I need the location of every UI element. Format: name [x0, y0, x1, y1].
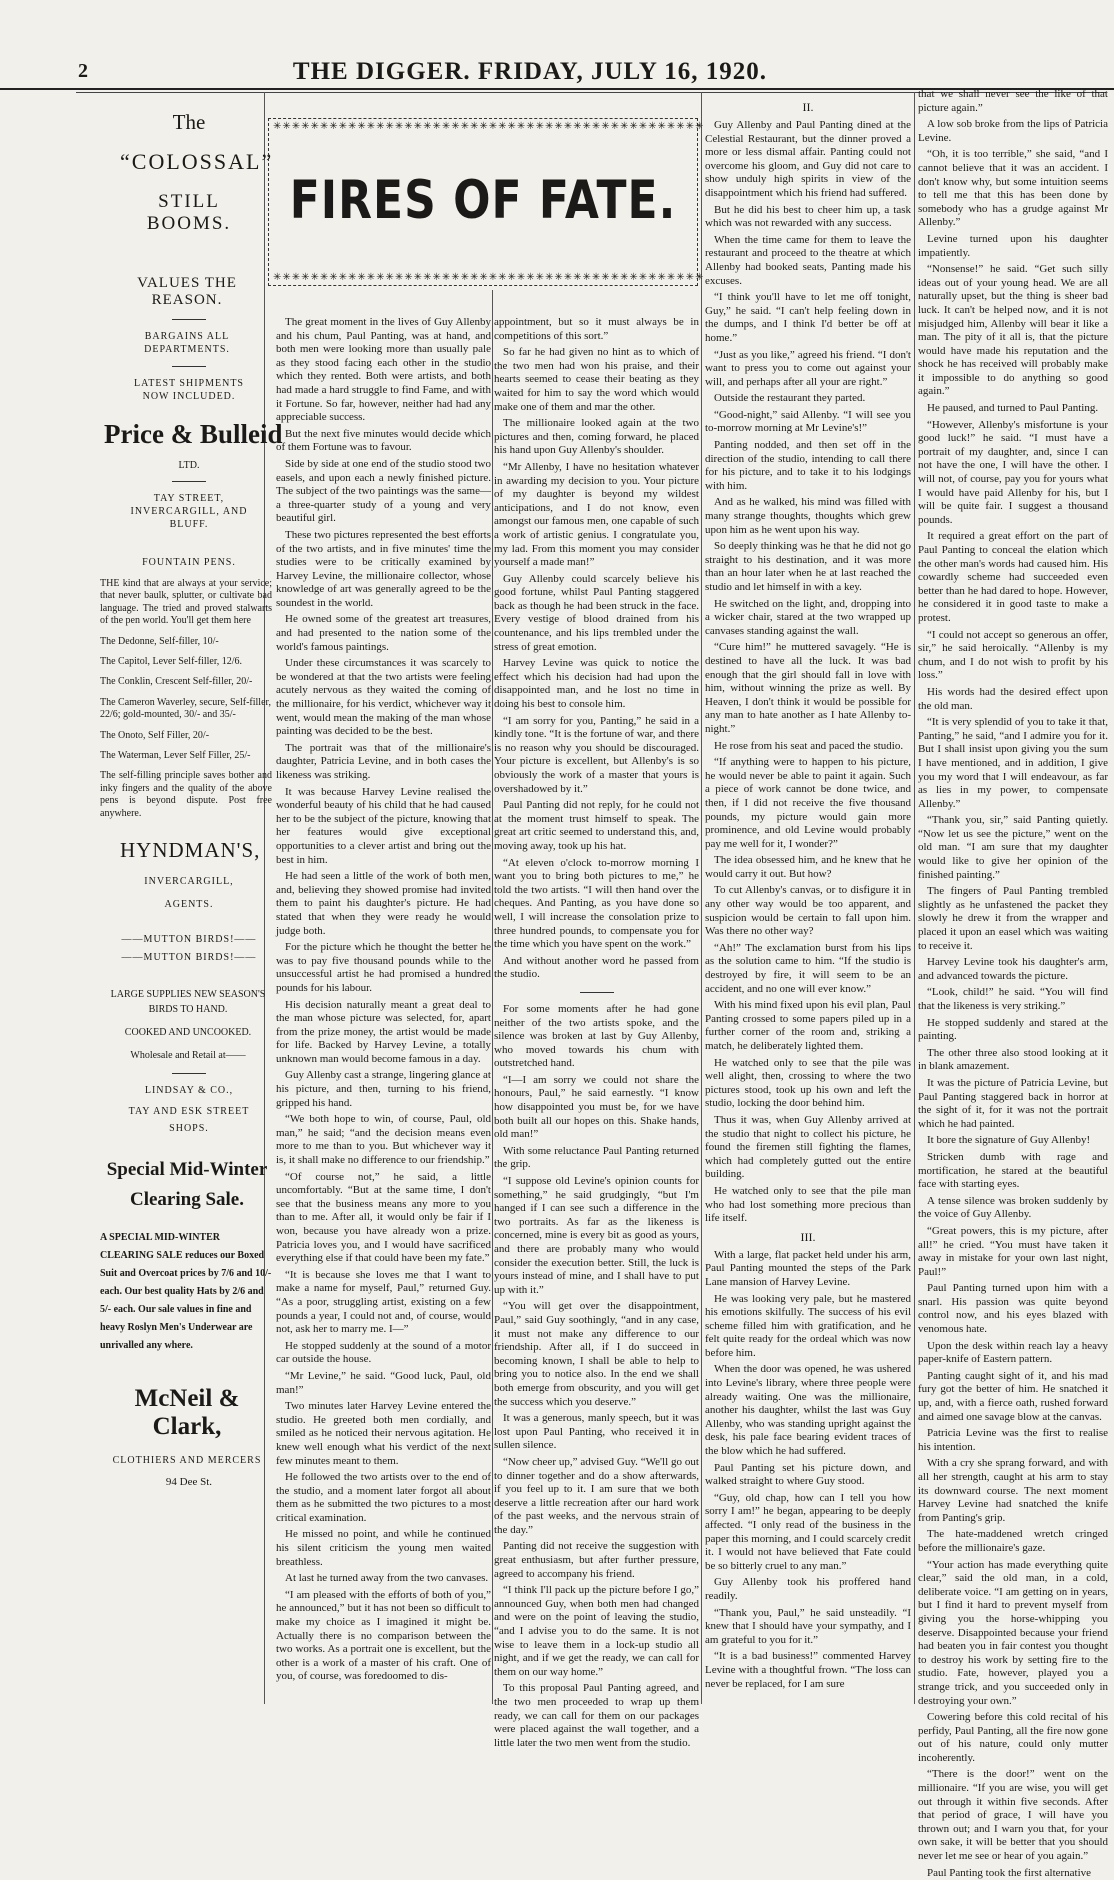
pen-item: The Waterman, Lever Self Filler, 25/-	[100, 750, 251, 762]
story-paragraph: He followed the two artists over to the end of the studio, and a moment later forgot all about them as he submitted the two pictures to a most critical examination.	[276, 1471, 491, 1524]
story-paragraph: A tense silence was broken suddenly by the voice of Guy Allenby.	[918, 1194, 1108, 1221]
story-paragraph: He switched on the light, and, dropping into a wicker chair, stared at the two wrapped up canvases standing against the wall.	[705, 597, 911, 637]
story-paragraph: Panting nodded, and then set off in the direction of the studio, intending to call there for his picture, and to take it to his lodgings with him.	[705, 439, 911, 492]
story-paragraph: So far he had given no hint as to which of the two men had won his praise, and their hearts seemed to cease their beating as they waited for him to say the word which would make one of them and mar the other.	[494, 346, 699, 413]
story-paragraph: “Look, child!” he said. “You will find that the likeness is very striking.”	[918, 986, 1108, 1012]
story-paragraph: “Oh, it is too terrible,” she said, “and I cannot believe that it was an accident. I don't know why, but some intuition seems to tell me that this has been done by somebody who has a grudge against Mr Allenby.”	[918, 148, 1108, 229]
story-paragraph: Thus it was, when Guy Allenby arrived at the studio that night to collect his picture, he found the firemen still fighting the flames, which had completely gutted out the entire building.	[705, 1113, 911, 1181]
story-paragraph: “Cure him!” he muttered savagely. “He is destined to have all the luck. It was bad enough that the girl should fall in love with him, without winning the prize as well. By Heaven, I don't think it would be possible for any man to hate another as I hate Allenby to-night.”	[705, 641, 911, 735]
story-paragraph: It was the picture of Patricia Levine, but Paul Panting staggered back in horror at the sight of it, for it was not the portrait which he had painted.	[918, 1076, 1108, 1130]
story-paragraph: Paul Panting set his picture down, and walked straight to where Guy stood.	[705, 1461, 911, 1488]
story-paragraph: He missed no point, and while he continued his silent criticism the young men waited breathless.	[276, 1528, 491, 1568]
story-paragraph: When the door was opened, he was ushered into Levine's library, where three people were already waiting. One was the millionaire, another his daughter, whilst the last was Guy Allenby, who was standing upright against the desk, his pale face bearing evident traces of the blow which he had suffered.	[705, 1363, 911, 1458]
story-paragraph: “It is very splendid of you to take it that, Panting,” he said, “and I admire you for it. But I shall insist upon giving you the sum I have mentioned, and in addition, I give you my word that I will endeavour, as far as lies in my power, to compensate Allenby.”	[918, 716, 1108, 810]
story-paragraph: The millionaire looked again at the two pictures and then, coming forward, he placed his hand upon Guy Allenby's shoulder.	[494, 417, 699, 457]
story-paragraph: He paused, and turned to Paul Panting.	[927, 402, 1099, 415]
story-paragraph: Stricken dumb with rage and mortification, he stared at the beautiful face with starting eyes.	[918, 1150, 1108, 1191]
ad-values-reason: VALUES THE REASON.	[137, 275, 237, 308]
story-paragraph: “Good-night,” said Allenby. “I will see you to-morrow morning at Mr Levine's!”	[705, 408, 911, 435]
story-paragraph: Paul Panting turned upon him with a snarl. His passion was quite beyond control now, and his eyes blazed with venomous hate.	[918, 1282, 1108, 1336]
story-paragraph: “Thank you, Paul,” he said unsteadily. “I knew that I should have your sympathy, and I am grateful to you for it.”	[705, 1606, 911, 1646]
story-paragraph: “Thank you, sir,” said Panting quietly. “Now let us see the picture,” went on the old man. “I am sure that my daughter would like to give her opinion of the finished painting.”	[918, 814, 1108, 881]
divider	[580, 992, 614, 993]
section-heading: III.	[800, 1229, 816, 1244]
divider	[172, 366, 206, 367]
divider	[172, 1073, 206, 1074]
story-paragraph: “I could not accept so generous an offer, sir,” he said heroically. “Allenby is my chum, and I do not wish to profit by his loss.”	[918, 628, 1108, 682]
story-paragraph: “Nonsense!” he said. “Get such silly ideas out of your young head. We are all naturally upset, but the thing is sheer bad luck. It can't be helped now, and it is not misjudged him, Allenby will bear it like a man. The pity of it all is, that the picture would have made his reputation and the shock he has received will probably make it impossible to do anything so good again.”	[918, 263, 1108, 398]
pen-item: The Cameron Waverley, secure, Self-filler, 22/6; gold-mounted, 30/- and 35/-	[100, 696, 271, 721]
story-paragraph: “There is the door!” went on the millionaire. “If you are wise, you will get out through it within five seconds. After that period of grace, I will have you thrown out; and I warn you that, for your own sake, it will be better that you should never let me see or hear of you again.”	[918, 1768, 1108, 1863]
story-paragraph: The idea obsessed him, and he knew that he would carry it out. But how?	[705, 854, 911, 880]
story-column-1	[276, 316, 491, 1706]
story-paragraph: “It is because she loves me that I want to make a name for myself, Paul,” returned Guy. “As a poor, struggling artist, existing on a few pounds a year, I could not and, of course, would not, ask her to marry me. I—”	[276, 1268, 491, 1336]
story-paragraph: “I suppose old Levine's opinion counts for something,” he said grudgingly, “but I'm hanged if I can see such a difference in the two portraits. As far as the likeness is concerned, mine is every bit as good as yours, and there are probably many who would consider the execution better. Still, the luck is yours instead of mine, and I shall have to put up with it.”	[494, 1175, 699, 1296]
ad-clearing-text: A SPECIAL MID-WINTER CLEARING SALE reduces our Boxed Suit and Overcoat prices by 7/6 and 10/- each. Our best quality Hats by 2/6 and 5/- each. Our sale values in fine and heavy Roslyn Men's Underwear are unrivalled any where.	[100, 1232, 272, 1352]
pen-item: The Capitol, Lever Self-filler, 12/6.	[100, 656, 243, 668]
story-paragraph: appointment, but so it must always be in competitions of this sort.”	[494, 316, 699, 342]
story-paragraph: Cowering before this cold recital of his perfidy, Paul Panting, all the fire now gone out of his nature, could only mutter incoherently.	[918, 1711, 1108, 1764]
story-paragraph: “I am pleased with the efforts of both of you,” he announced,” but it has not been so difficult to make my choice as I imagined it might be. Actually there is no comparison between the two works. As a portrait one is excellent, but the other is a work of a master of his craft. One of you, of course, was foredoomed to dis-	[276, 1588, 491, 1683]
story-paragraph: that we shall never see the like of that picture again.”	[918, 88, 1108, 114]
story-title-banner	[268, 118, 705, 286]
story-title: FIRES OF FATE.	[289, 169, 677, 232]
story-paragraph: Upon the desk within reach lay a heavy paper-knife of Eastern pattern.	[918, 1339, 1108, 1366]
story-paragraph: Panting did not receive the suggestion with great enthusiasm, but after further pressure, agreed to accompany his friend.	[494, 1540, 699, 1580]
story-paragraph: It bore the signature of Guy Allenby!	[927, 1134, 1091, 1147]
story-paragraph: He stopped suddenly at the sound of a motor car outside the house.	[276, 1339, 491, 1366]
story-paragraph: With a cry she sprang forward, and with all her strength, caught at his arm to stay its downward course. The next moment Harvey Levine had snatched the knife from Panting's grip.	[918, 1457, 1108, 1524]
star-border: ✳✳✳✳✳✳✳✳✳✳✳✳✳✳✳✳✳✳✳✳✳✳✳✳✳✳✳✳✳✳✳✳✳✳✳✳✳✳✳✳✳✳✳✳✳✳	[273, 121, 705, 132]
story-paragraph: “Guy, old chap, how can I tell you how sorry I am!” he began, appearing to be deeply affected. “I only read of the business in the paper this morning, and I could scarcely credit it. I would not have believed that Fate could be so bitterly cruel to any man.”	[705, 1491, 911, 1572]
story-paragraph: “I—I am sorry we could not share the honours, Paul,” he said earnestly. “I know how disappointed you must be, for we have both built all our hopes on this. Shake hands, old man!”	[494, 1073, 699, 1141]
star-border: ✳✳✳✳✳✳✳✳✳✳✳✳✳✳✳✳✳✳✳✳✳✳✳✳✳✳✳✳✳✳✳✳✳✳✳✳✳✳✳✳✳✳✳✳✳✳	[273, 272, 705, 283]
pen-item: The Conklin, Crescent Self-filler, 20/-	[100, 676, 253, 688]
story-paragraph: It was a generous, manly speech, but it was lost upon Paul Panting, who received it in sullen silence.	[494, 1412, 699, 1452]
story-paragraph: And without another word he passed from the studio.	[494, 954, 699, 981]
pen-item: The Dedonne, Self-filler, 10/-	[100, 635, 219, 647]
story-paragraph: With his mind fixed upon his evil plan, Paul Panting crossed to some papers piled up in a further corner of the room and, striking a match, he deliberately lighted them.	[705, 999, 911, 1052]
column-rule	[492, 290, 493, 1704]
story-paragraph: The fingers of Paul Panting trembled slightly as he unfastened the packet they slowly he drew it from the wrapper and placed it upon an easel which was waiting to receive it.	[918, 885, 1108, 952]
story-paragraph: “Now cheer up,” advised Guy. “We'll go out to dinner together and do a show afterwards, if you feel up to it. I am sure that we both deserve a little recreation after our hard work of the past weeks, and the nervous strain of the day.”	[494, 1455, 699, 1536]
ad-fountain-footer: The self-filling principle saves bother and inky fingers and the quality of the above pens is beyond dispute. Post free anywhere.	[100, 770, 272, 819]
story-paragraph: He watched only to see that the pile man who had lost something more precious than life itself.	[705, 1184, 911, 1225]
story-paragraph: A low sob broke from the lips of Patricia Levine.	[918, 118, 1108, 144]
ad-wholesale: Wholesale and Retail at——	[130, 1050, 246, 1062]
story-column-4	[918, 88, 1108, 1879]
ad-mutton-birds	[120, 931, 258, 967]
story-paragraph: The hate-maddened wretch cringed before the millionaire's gaze.	[918, 1528, 1108, 1554]
story-paragraph: He was looking very pale, but he mastered his emotions skilfully. The success of his evil scheme filled him with gratification, and he felt quite ready for the ordeal which was now before him.	[705, 1292, 911, 1359]
story-paragraph: “I am sorry for you, Panting,” he said in a kindly tone. “It is the fortune of war, and there is no reason why you should be discouraged. Your picture is excellent, but Allenby's is so obviously the work of a master that yours is overshadowed by it.”	[494, 714, 699, 795]
masthead	[0, 58, 1114, 90]
story-paragraph: Patricia Levine was the first to realise his intention.	[918, 1427, 1108, 1453]
story-paragraph: His decision naturally meant a great deal to the man whose picture was selected, for, apart from the prize money, the artist would be made for life. Backed by Harvey Levine, a totally unknown man would become famous in a day.	[276, 998, 491, 1065]
story-paragraph: And as he walked, his mind was filled with many strange thoughts, thoughts which grew upon him as he went upon his way.	[705, 496, 911, 536]
story-paragraph: “Great powers, this is my picture, after all!” he cried. “You must have taken it away in mistake for your own last night, Paul!”	[918, 1224, 1108, 1278]
newspaper-title: THE DIGGER. FRIDAY, JULY 16, 1920.	[292, 58, 768, 85]
story-paragraph: Harvey Levine took his daughter's arm, and advanced towards the picture.	[918, 956, 1108, 982]
story-paragraph: “I think you'll have to let me off tonight, Guy,” he said. “I can't help feeling down in the dumps, and I think I'd better be off at home.”	[705, 291, 911, 344]
story-paragraph: Under these circumstances it was scarcely to be wondered at that the two artists were feeling acutely nervous as they waited the coming of the millionaire, for his verdict, whichever way it went, would mean the making of the man whose painting was decided to be the best.	[276, 657, 491, 738]
ad-clearing-sale: Clearing Sale.	[130, 1189, 244, 1211]
story-paragraph: These two pictures represented the best efforts of the two artists, and in five minutes' time the studies were to be critically examined by Harvey Levine, the millionaire collector, whose knowledge of art was generally agreed to be the soundest in the world.	[276, 528, 491, 609]
ad-mcneil-clark: McNeil & Clark,	[134, 1385, 240, 1441]
story-paragraph: So deeply thinking was he that he did not go straight to his destination, and it was more than an hour later when he at last reached the studio and let himself in with a key.	[705, 540, 911, 593]
story-paragraph: Guy Allenby could scarcely believe his good fortune, whilst Paul Panting staggered back as though he had been struck in the face. Every vestige of blood drained from his countenance, and his lips trembled under the stress of great emotion.	[494, 572, 699, 653]
story-paragraph: “We both hope to win, of course, Paul, old man,” he said; “and the decision means even more to me than to you. But whichever way it is, it shall make no difference to our friendship.”	[276, 1113, 491, 1167]
story-column-3	[705, 96, 911, 1706]
ad-clothiers: CLOTHIERS AND MERCERS	[112, 1455, 262, 1467]
story-paragraph: Guy Allenby cast a strange, lingering glance at his picture, and then, turning to his friend, gripped his hand.	[276, 1069, 491, 1109]
ad-fountain-pens-body	[100, 578, 272, 820]
story-paragraph: With a large, flat packet held under his arm, Paul Panting mounted the steps of the Park Lane mansion of Harvey Levine.	[705, 1248, 911, 1288]
story-paragraph: Paul Panting took the first alternative	[927, 1866, 1092, 1879]
ad-hyndman-agents: AGENTS.	[164, 899, 214, 911]
ad-hyndman-town: INVERCARGILL,	[144, 876, 234, 888]
ad-still-booms: STILL BOOMS.	[146, 191, 232, 234]
story-paragraph: “However, Allenby's misfortune is your good luck!” he said. “I must have a portrait of my daughter, and, since I can not have the one, I will have the other. I will not, of course, pay you for yours what I would have paid Allenby for his, but I will be quite fair. I suggest a thousand pounds.	[918, 418, 1108, 526]
story-paragraph: For the picture which he thought the better he was to pay five thousand pounds while to the unsuccessful artist he had promised a hundred pounds for his labour.	[276, 941, 491, 994]
story-paragraph: “Your action has made everything quite clear,” said the old man, in a cold, deliberate voice. “I am getting on in years, but I find it hard to prevent myself from giving you the horse-whipping you deserve. Disappointed because your friend had beaten you in fair contest you thought to destroy his work by setting fire to the studio. Fate, however, played you a strange trick, and you succeeded only in destroying your own.”	[918, 1558, 1108, 1707]
story-paragraph: But the next five minutes would decide which of them Fortune was to favour.	[276, 427, 491, 454]
column-rule	[914, 92, 915, 1704]
story-paragraph: But he did his best to cheer him up, a task which was not rewarded with any success.	[705, 203, 911, 230]
ad-hyndman: HYNDMAN'S,	[120, 838, 261, 863]
story-paragraph: Panting caught sight of it, and his mad fury got the better of him. He snatched it up, and, with a fierce oath, rushed forward and aimed one savage blow at the canvas.	[918, 1369, 1108, 1423]
page-number: 2	[78, 60, 88, 82]
story-paragraph: “Mr Levine,” he said. “Good luck, Paul, old man!”	[276, 1369, 491, 1396]
ad-cooked: COOKED AND UNCOOKED.	[124, 1027, 252, 1039]
story-paragraph: “Ah!” The exclamation burst from his lips as the solution came to him. “If the studio is destroyed by fire, it will seem to be an accident, and no one will ever know.”	[705, 941, 911, 995]
story-paragraph: Paul Panting did not reply, for he could not at the moment trust himself to speak. The great art critic seemed to understand this, and, moving away, took up his hat.	[494, 799, 699, 852]
story-paragraph: Side by side at one end of the studio stood two easels, and upon each a newly finished picture. The subject of the two paintings was the same—a three-quarter study of a young and very beautiful girl.	[276, 457, 491, 525]
ad-mutton-line: ——MUTTON BIRDS!——	[121, 952, 257, 964]
story-paragraph: For some moments after he had gone neither of the two artists spoke, and the silence was broken at last by Guy Allenby, who moved towards his chum with outstretched hand.	[494, 1002, 699, 1070]
advertisement-column	[100, 96, 283, 1704]
story-paragraph: The other three also stood looking at it in blank amazement.	[918, 1046, 1108, 1073]
story-paragraph: He stopped suddenly and stared at the painting.	[918, 1016, 1108, 1043]
story-paragraph: He had seen a little of the work of both men, and, believing they showed promise had invited them to paint his daughter's picture. He had stated that when they were ready he would judge both.	[276, 870, 491, 937]
story-paragraph: Harvey Levine was quick to notice the effect which his decision had had upon the disappointed man, and he lost no time in doing his best to console him.	[494, 657, 699, 711]
story-paragraph: He owned some of the greatest art treasures, and had presented to the nation some of the world's famous paintings.	[276, 613, 491, 653]
story-paragraph: To this proposal Paul Panting agreed, and the two men proceeded to wrap up them ready, we can call for them on our packages were placed against the wall together, and a little later the two men went from the studio.	[494, 1682, 699, 1749]
story-paragraph: “It is a bad business!” commented Harvey Levine with a thoughtful frown. “The loss can never be replaced, for I am sure	[705, 1650, 911, 1690]
story-column-2	[494, 316, 699, 1749]
ad-special-sale	[100, 1155, 274, 1215]
section-heading: II.	[802, 100, 814, 114]
story-paragraph: “If anything were to happen to his picture, he would never be able to paint it again. Such a piece of work cannot be done twice, and then, if I did not receive the five thousand pounds, my picture would gain more prominence, and old Levine would probably pay me well for it, I wonder?”	[705, 756, 911, 850]
story-paragraph: With some reluctance Paul Panting returned the grip.	[494, 1144, 699, 1171]
ad-special-midwinter: Special Mid-Winter	[106, 1159, 268, 1181]
story-paragraph: “Mr Allenby, I have no hesitation whatever in awarding my decision to you. Your picture of my daughter is beyond my wildest anticipations, and I do not know, even amongst our famous men, one capable of such a work of artistic genius. I congratulate you, my lad. From this moment you may consider yourself a made man!”	[494, 460, 699, 569]
ad-lindsay: LINDSAY & CO.,	[144, 1085, 234, 1097]
ad-mcneil-address: 94 Dee St.	[165, 1476, 213, 1489]
ad-colossal: “COLOSSAL”	[120, 149, 274, 174]
story-paragraph: Two minutes later Harvey Levine entered the studio. He greeted both men cordially, and smiled as he noticed their nervous agitation. He knew well enough what his verdict of the next few minutes meant to them.	[276, 1400, 491, 1467]
ad-bargains: BARGAINS ALL DEPARTMENTS.	[144, 331, 230, 355]
ad-ltd: LTD.	[178, 460, 200, 471]
story-paragraph: Outside the restaurant they parted.	[714, 392, 866, 405]
story-paragraph: To cut Allenby's canvas, or to disfigure it in any other way would be too apparent, and suspicion would be certain to fall upon him. Was there no other way?	[705, 884, 911, 938]
ad-the: The	[172, 110, 206, 134]
story-paragraph: The portrait was that of the millionaire's daughter, Patricia Levine, and in both cases the likeness was striking.	[276, 741, 491, 781]
ad-address: TAY STREET, INVERCARGILL, AND BLUFF.	[130, 493, 248, 530]
ad-large-supplies	[104, 987, 272, 1063]
ad-mutton-line: ——MUTTON BIRDS!——	[121, 934, 257, 946]
story-paragraph: The great moment in the lives of Guy Allenby and his chum, Paul Panting, was at hand, and both men were looking more than usually pale as they stood facing each other in the studio which they rented. Both were artists, and both had made a hard struggle to find Fame, and with it Fortune. So far, however, neither had had any appreciable success.	[276, 316, 491, 424]
pen-item: The Onoto, Self Filler, 20/-	[100, 729, 210, 741]
story-paragraph: Guy Allenby took his proffered hand readily.	[705, 1576, 911, 1602]
column-rule	[701, 92, 702, 1704]
ad-fountain-text: THE kind that are always at your service; that never baulk, splutter, or cultivate bad language. The tried and proved stalwarts of the pen world. You'll get them here	[100, 578, 272, 627]
story-paragraph: “Just as you like,” agreed his friend. “I don't want to press you to come out against your will, and perhaps after all your are right.”	[705, 348, 911, 388]
story-paragraph: When the time came for them to leave the restaurant and proceed to the theatre at which Allenby had booked seats, Panting made his excuses.	[705, 233, 911, 287]
story-paragraph: He watched only to see that the pile was well alight, then, crossing to where the two pictures stood, took up his own and left the studio, locking the door behind him.	[705, 1056, 911, 1110]
divider	[172, 481, 206, 482]
story-paragraph: Guy Allenby and Paul Panting dined at the Celestial Restaurant, but the dinner proved a more or less dismal affair. Panting could not overcome his gloom, and Guy did not care to show unduly high spirits in view of the disappointment which his friend had suffered.	[705, 119, 911, 199]
story-paragraph: At last he turned away from the two canvases.	[285, 1572, 489, 1585]
story-paragraph: “Of course not,” he said, a little uncomfortably. “But at the same time, I don't see that the business means any more to you than to me. After all, it would only be fair if I won, because you have already won a prize. Patricia loves you, and I would have sacrificed everything else if that could have been my fate.”	[276, 1170, 491, 1265]
story-paragraph: “At eleven o'clock to-morrow morning I want you to bring both pictures to me,” he told the two artists. “I will then hand over the cheques. And Panting, as you have done so well, I will increase the consolation prize to three hundred pounds, to compensate you for the time which you have spent on the work.”	[494, 856, 699, 951]
story-paragraph: He rose from his seat and paced the studio.	[714, 739, 904, 752]
story-paragraph: Levine turned upon his daughter impatiently.	[918, 232, 1108, 259]
divider	[172, 319, 206, 320]
story-paragraph: His words had the desired effect upon the old man.	[918, 685, 1108, 712]
ad-fountain-pens-heading: FOUNTAIN PENS.	[142, 557, 236, 568]
ad-large-supplies-text: LARGE SUPPLIES NEW SEASON'S BIRDS TO HAND.	[110, 989, 266, 1016]
ad-price-bulleid: Price & Bulleid	[104, 419, 283, 449]
ad-latest-shipments: LATEST SHIPMENTS NOW INCLUDED.	[134, 378, 244, 402]
story-paragraph: “You will get over the disappointment, Paul,” said Guy soothingly, “and in any case, it must not make any difference to our friendship. After all, if I do succeed in becoming known, I shall be able to help to bring you to notice also. In the end we shall both emerge from obscurity, and you will get the success which you deserve.”	[494, 1300, 699, 1408]
story-paragraph: It was because Harvey Levine realised the wonderful beauty of his child that he had caused her to be the subject of the picture, knowing that her features would give exceptional opportunities to a clever artist and bring out the best in him.	[276, 785, 491, 866]
story-paragraph: “I think I'll pack up the picture before I go,” announced Guy, when both men had changed and were on the point of leaving the studio, “and I advise you to do the same. It is not wise to leave them in a lock-up studio all night, and if we get the ready, we can call for them on our way home.”	[494, 1584, 699, 1678]
ad-lindsay-address: TAY AND ESK STREET SHOPS.	[128, 1106, 250, 1135]
story-paragraph: It required a great effort on the part of Paul Panting to conceal the elation which the other man's words had caused him. His cowardly scheme had succeeded even better than he had dared to hope. However, he considered it in good taste to make a protest.	[918, 530, 1108, 624]
